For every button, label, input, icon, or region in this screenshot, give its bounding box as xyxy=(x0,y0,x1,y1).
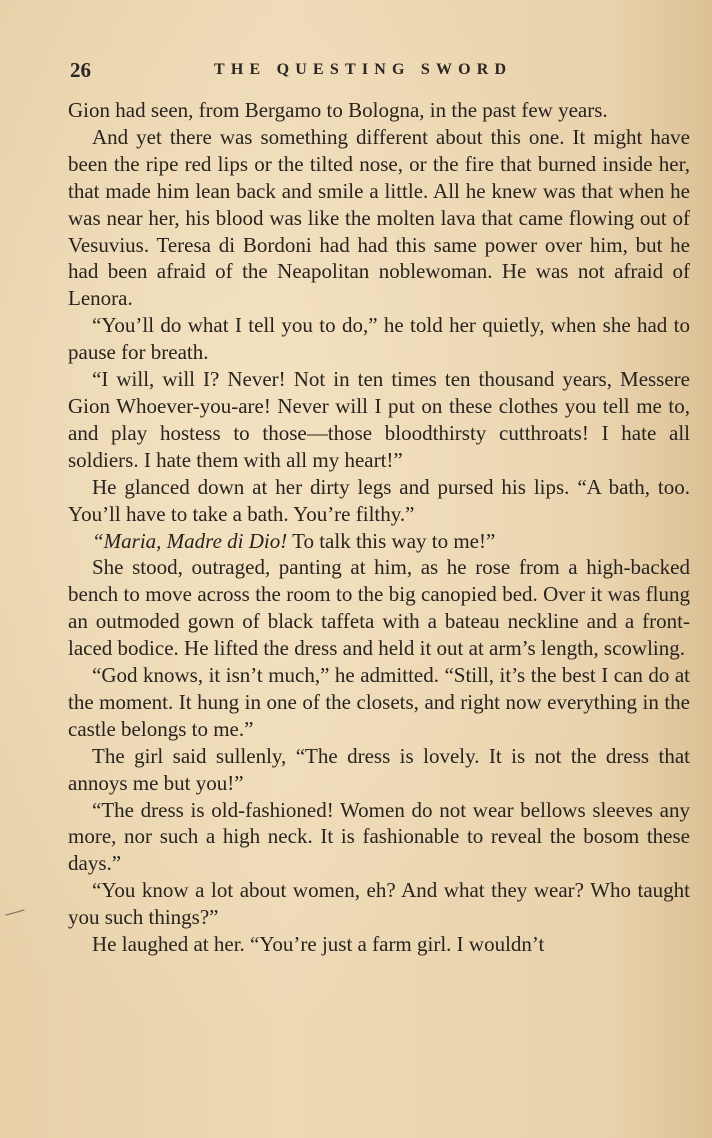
paragraph: Gion had seen, from Bergamo to Bologna, in the past few years. xyxy=(68,98,608,122)
paragraph: “I will, will I? Never! Not in ten times ten thousand years, Messere Gion Whoever-you-are! Never will I put on these clothes you tell me to, and play hostess to those—those bloodthirsty cutthroats! I hate all soldiers. I hate them with all my heart!” xyxy=(68,367,690,472)
paragraph: She stood, outraged, panting at him, as he rose from a high-backed bench to move across the room to the big canopied bed. Over it was flung an outmoded gown of black taffeta with a bateau neckline and a front-laced bodice. He lifted the dress and held it out at arm’s length, scowling. xyxy=(68,555,690,661)
paragraph: “God knows, it isn’t much,” he admitted. “Still, it’s the best I can do at the moment. It hung in one of the closets, and right now everything in the castle belongs to me.” xyxy=(68,663,690,741)
page-header xyxy=(70,58,690,88)
page-number: 26 xyxy=(70,58,91,82)
paragraph: “The dress is old-fashioned! Women do not wear bellows sleeves any more, nor such a high neck. It is fashionable to reveal the bosom these days.” xyxy=(68,797,690,876)
paragraph: The girl said sullenly, “The dress is lovely. It is not the dress that annoys me but you!” xyxy=(68,743,690,795)
body-text xyxy=(68,97,690,958)
paragraph: He glanced down at her dirty legs and pursed his lips. “A bath, too. You’ll have to take a bath. You’re filthy.” xyxy=(68,474,690,526)
paragraph: “You’ll do what I tell you to do,” he told her quietly, when she had to pause for breath. xyxy=(68,313,690,365)
paragraph: He laughed at her. “You’re just a farm girl. I wouldn’t xyxy=(92,932,545,957)
paragraph: “Maria, Madre di Dio! To talk this way to me!” xyxy=(92,528,496,553)
running-title: THE QUESTING SWORD xyxy=(214,61,513,78)
paragraph: And yet there was something different about this one. It might have been the ripe red lips or the tilted nose, or the fire that burned inside her, that made him lean back and smile a little. All he knew was that when he was near her, his blood was like the molten lava that came flowing out of Vesuvius. Teresa di Bordoni had had this same power over him, but he had been afraid of the Neapolitan noblewoman. He was not afraid of Lenora. xyxy=(68,124,690,311)
italic-phrase: “Maria, Madre di Dio! xyxy=(92,528,288,553)
paragraph: “You know a lot about women, eh? And what they wear? Who taught you such things?” xyxy=(68,878,690,930)
pencil-mark-icon xyxy=(4,906,26,920)
